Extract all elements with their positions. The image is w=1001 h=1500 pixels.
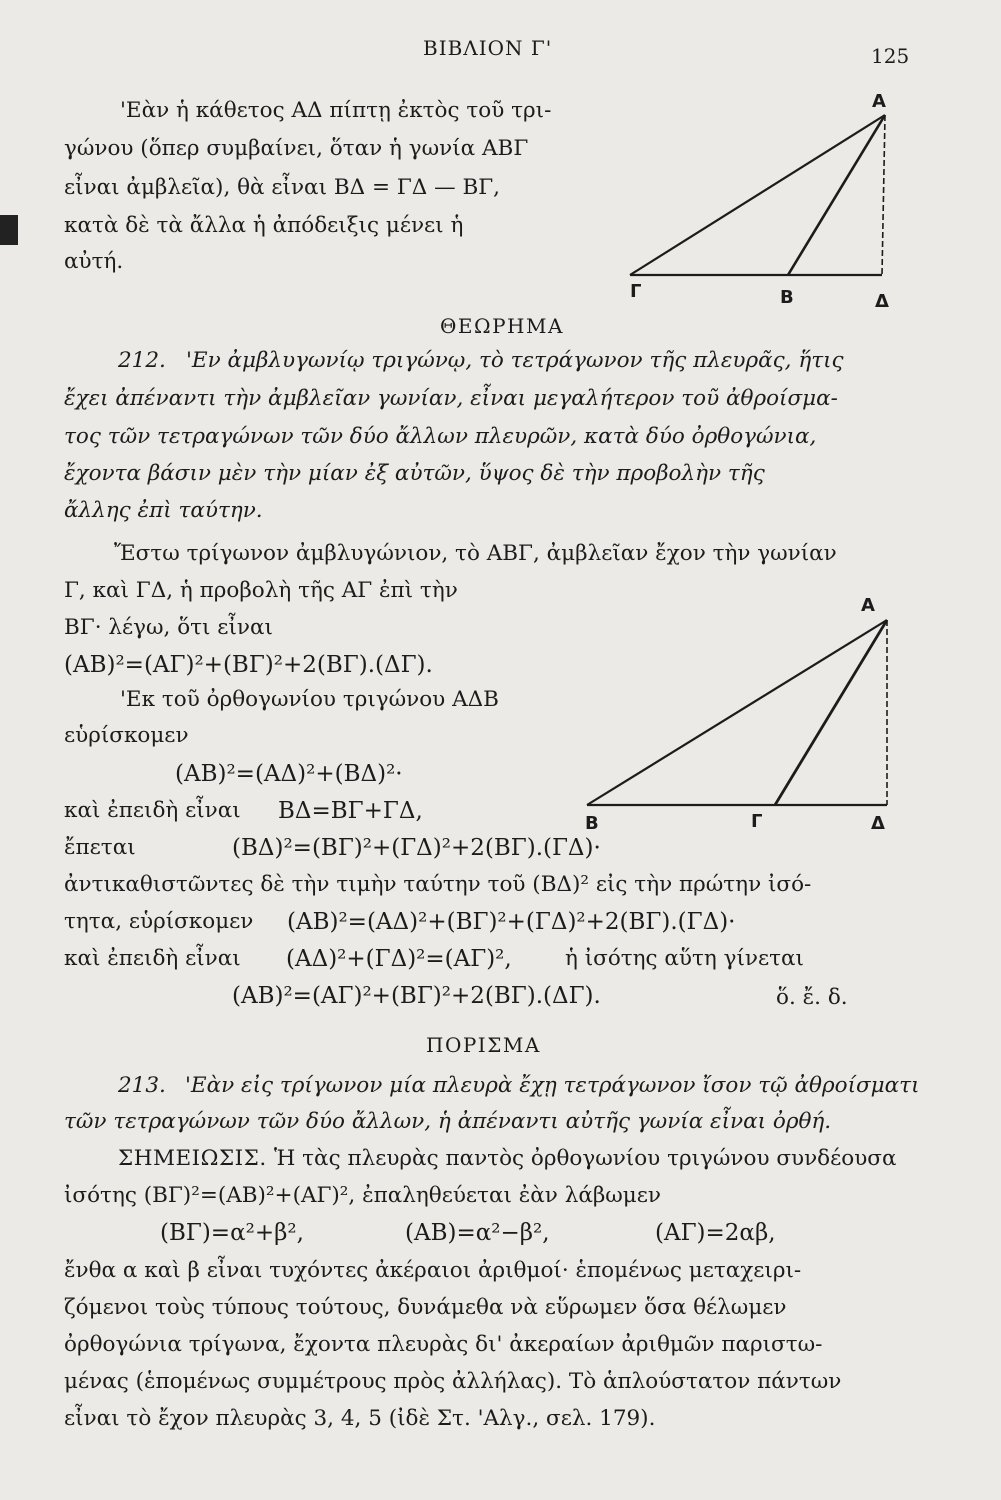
label-d: Δ [875,291,889,312]
page-number: 125 [871,44,910,68]
theorem-heading: ΘΕΩΡΗΜΑ [440,314,564,338]
note-line-4: ζόμενοι τοὺς τύπους τούτους, δυνάμεθα νὰ εὕρωμεν ὅσα θέλωμεν [64,1295,787,1320]
formula-ab: (ΑΒ)=α²−β², [405,1220,550,1246]
proof-line-2: Γ, καὶ ΓΔ, ἡ προβολὴ τῆς ΑΓ ἐπὶ τὴν [64,578,458,603]
corollary-line-2: τῶν τετραγώνων τῶν δύο ἄλλων, ἡ ἀπέναντι αὐτῆς γωνία εἶναι ὀρθή. [64,1109,832,1134]
formula-bg: (ΒΓ)=α²+β², [160,1220,304,1246]
proof-line-6-label: καὶ ἐπειδὴ εἶναι [64,798,241,823]
theorem-number: 212. [118,348,166,373]
proof-line-5: εὑρίσκομεν [64,723,189,748]
theorem-line-3: τος τῶν τετραγώνων τῶν δύο ἄλλων πλευρῶν, κατὰ δύο ὀρθογώνια, [64,424,817,449]
label-a: Α [872,91,886,112]
proof-line-8: ἀντικαθιστῶντες δὲ τὴν τιμὴν ταύτην τοῦ (ΒΔ)² εἰς τὴν πρώτην ἰσό- [64,872,812,897]
intro-line-2: γώνου (ὅπερ συμβαίνει, ὅταν ἡ γωνία ΑΒΓ [64,136,529,161]
theorem-line-5: ἄλλης ἐπὶ ταύτην. [64,498,263,523]
note-line-3: ἔνθα α καὶ β εἶναι τυχόντες ἀκέραιοι ἀριθμοί· ἑπομένως μεταχειρι- [64,1258,802,1283]
corollary-heading: ΠΟΡΙΣΜΑ [426,1033,541,1057]
figure-obtuse-triangle-1 [600,85,910,315]
proof-line-10-label: καὶ ἐπειδὴ εἶναι [64,946,241,971]
proof-line-3: ΒΓ· λέγω, ὅτι εἶναι [64,615,273,640]
note-line-1: Ἡ τὰς πλευρὰς παντὸς ὀρθογωνίου τριγώνου συνδέουσα [274,1146,897,1171]
equation-5: (ΑΒ)²=(ΑΔ)²+(ΒΓ)²+(ΓΔ)²+2(ΒΓ).(ΓΔ)· [287,909,736,935]
side-ga [775,620,887,805]
label-g: Γ [751,811,763,832]
equation-1: (ΑΒ)²=(ΑΓ)²+(ΒΓ)²+2(ΒΓ).(ΔΓ). [64,652,433,678]
side-ba [788,115,885,275]
note-line-5: ὀρθογώνια τρίγωνα, ἔχοντα πλευρὰς δι' ἀκεραίων ἀριθμῶν παριστω- [64,1332,823,1357]
label-d: Δ [871,813,885,834]
label-b: Β [780,287,794,308]
equation-6: (ΑΔ)²+(ΓΔ)²=(ΑΓ)², [286,946,512,972]
equation-final: (ΑΒ)²=(ΑΓ)²+(ΒΓ)²+2(ΒΓ).(ΔΓ). [232,983,601,1009]
theorem-line-1: 'Εν ἀμβλυγωνίῳ τριγώνῳ, τὸ τετράγωνον τῆς πλευρᾶς, ἥτις [186,348,844,373]
proof-line-4: 'Εκ τοῦ ὀρθογωνίου τριγώνου ΑΔΒ [120,687,499,712]
equation-2: (ΑΒ)²=(ΑΔ)²+(ΒΔ)²· [175,761,403,787]
equation-4: (ΒΔ)²=(ΒΓ)²+(ΓΔ)²+2(ΒΓ).(ΓΔ)· [232,835,601,861]
note-line-6: μένας (ἑπομένως συμμέτρους πρὸς ἀλλήλας). Τὸ ἁπλούστατον πάντων [64,1369,842,1394]
corollary-number: 213. [118,1073,166,1098]
scan-edge-mark [0,215,18,245]
proof-line-10-tail: ἡ ἰσότης αὕτη γίνεται [565,946,804,971]
proof-line-7-label: ἔπεται [64,835,136,860]
intro-line-3: εἶναι ἀμβλεῖα), θὰ εἶναι ΒΔ = ΓΔ — ΒΓ, [64,175,501,200]
formula-ag: (ΑΓ)=2αβ, [655,1220,776,1246]
side-ba [587,620,887,805]
qed-mark: ὅ. ἔ. δ. [776,985,848,1010]
theorem-line-2: ἔχει ἀπέναντι τὴν ἀμβλεῖαν γωνίαν, εἶναι μεγαλήτερον τοῦ ἀθροίσμα- [64,386,838,411]
proof-line-9-label: τητα, εὑρίσκομεν [64,909,254,934]
intro-line-5: αὐτή. [64,249,124,274]
label-b: Β [585,813,599,834]
figure-obtuse-triangle-2 [575,585,895,835]
intro-line-1: 'Εὰν ἡ κάθετος ΑΔ πίπτῃ ἐκτὸς τοῦ τρι- [120,98,552,123]
label-g: Γ [630,281,642,302]
note-line-7: εἶναι τὸ ἔχον πλευρὰς 3, 4, 5 (ἰδὲ Στ. 'Αλγ., σελ. 179). [64,1406,656,1431]
theorem-line-4: ἔχοντα βάσιν μὲν τὴν μίαν ἐξ αὐτῶν, ὕψος δὲ τὴν προβολὴν τῆς [64,461,765,486]
perpendicular-ad [882,115,885,275]
note-label: ΣΗΜΕΙΩΣΙΣ. [118,1146,267,1171]
label-a: Α [861,595,875,616]
corollary-line-1: 'Εὰν εἰς τρίγωνον μία πλευρὰ ἔχῃ τετράγωνον ἴσον τῷ ἀθροίσματι [185,1073,920,1098]
side-ga [630,115,885,275]
proof-line-1: Ἔστω τρίγωνον ἀμβλυγώνιον, τὸ ΑΒΓ, ἀμβλεῖαν ἔχον τὴν γωνίαν [114,541,837,566]
note-line-2: ἰσότης (ΒΓ)²=(ΑΒ)²+(ΑΓ)², ἐπαληθεύεται ἐὰν λάβωμεν [64,1183,661,1208]
intro-line-4: κατὰ δὲ τὰ ἄλλα ἡ ἀπόδειξις μένει ἡ [64,213,464,238]
equation-3: ΒΔ=ΒΓ+ΓΔ, [278,798,423,824]
running-header: ΒΙΒΛΙΟΝ Γ' [423,36,553,60]
